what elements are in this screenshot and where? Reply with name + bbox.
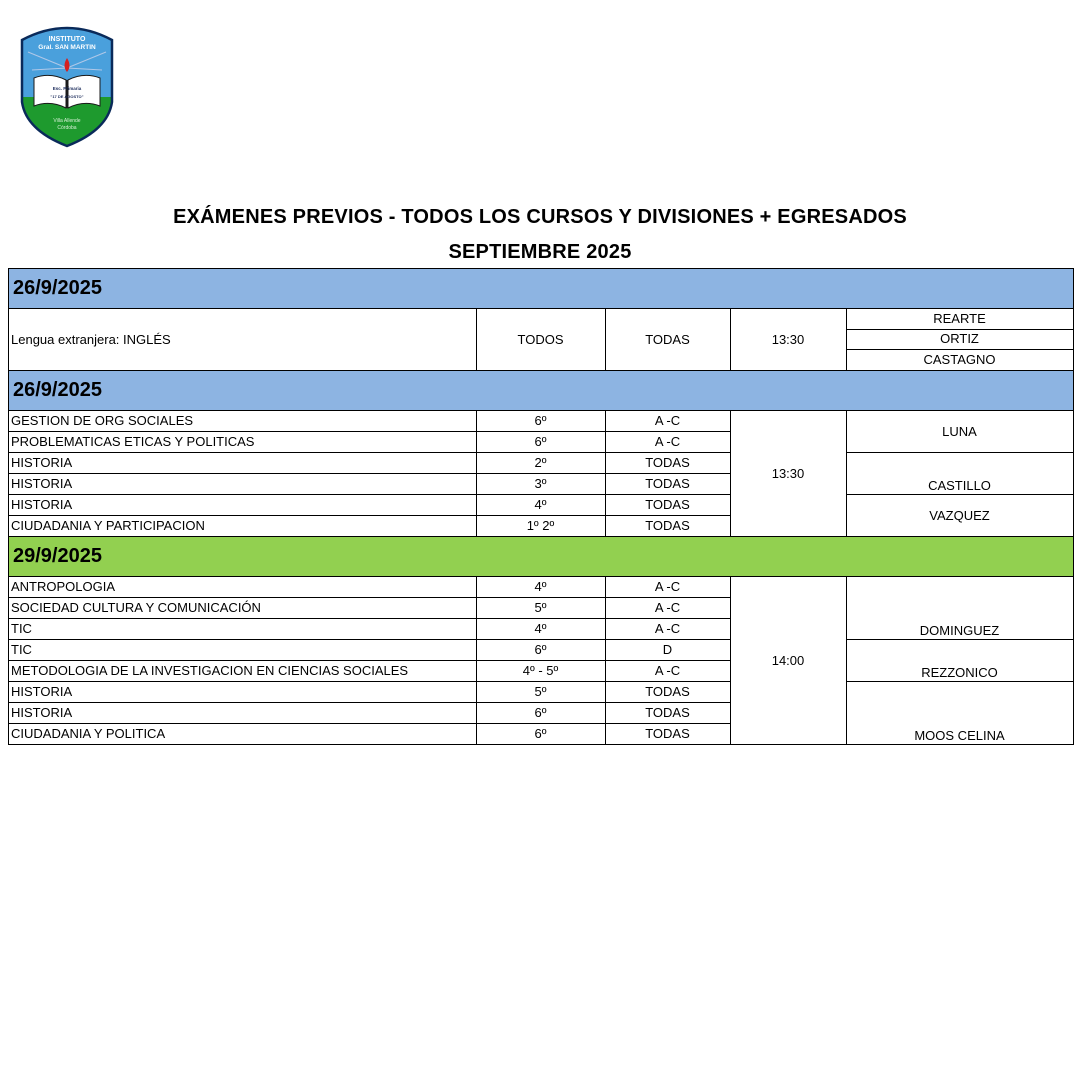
- division-cell: TODAS: [645, 476, 690, 491]
- grid-line: [8, 431, 730, 432]
- division-cell: TODAS: [645, 455, 690, 470]
- grid-line: [846, 639, 1073, 640]
- date-header: 26/9/2025: [8, 268, 1074, 309]
- grid-line: [8, 536, 730, 537]
- division-cell: A -C: [654, 413, 681, 428]
- division-cell: TODAS: [645, 705, 690, 720]
- grid-line: [846, 576, 847, 744]
- grid-line: [730, 308, 731, 370]
- teacher-cell: MOOS CELINA: [914, 728, 1005, 743]
- grid-line: [476, 410, 477, 536]
- school-crest-logo: [18, 22, 116, 148]
- subject-cell: HISTORIA: [11, 705, 73, 720]
- course-cell: 6º: [534, 413, 547, 428]
- course-cell: 6º: [534, 726, 547, 741]
- grid-line: [8, 702, 730, 703]
- page-title: EXÁMENES PREVIOS - TODOS LOS CURSOS Y DIVISIONES + EGRESADOS: [173, 206, 907, 228]
- division-cell: A -C: [654, 663, 681, 678]
- grid-line: [1073, 576, 1074, 744]
- teacher-cell: REARTE: [933, 310, 986, 326]
- date-header: 29/9/2025: [8, 536, 1074, 577]
- division-cell: TODAS: [645, 331, 690, 347]
- grid-line: [8, 515, 730, 516]
- grid-line: [8, 723, 730, 724]
- grid-line: [476, 576, 477, 744]
- logo-text-province: Córdoba: [57, 125, 77, 131]
- course-cell: 4º - 5º: [522, 663, 559, 678]
- subject-cell: METODOLOGIA DE LA INVESTIGACION EN CIENCIAS SOCIALES: [11, 663, 409, 678]
- grid-line: [605, 576, 606, 744]
- course-cell: 4º: [534, 621, 547, 636]
- logo-text-city: Villa Allende: [53, 118, 81, 124]
- grid-line: [846, 494, 1073, 495]
- grid-line: [8, 452, 730, 453]
- division-cell: A -C: [654, 434, 681, 449]
- subject-cell: SOCIEDAD CULTURA Y COMUNICACIÓN: [11, 600, 261, 615]
- time-cell: 13:30: [771, 465, 805, 481]
- course-cell: 5º: [534, 684, 547, 699]
- grid-line: [730, 410, 731, 536]
- course-cell: 6º: [534, 434, 547, 449]
- grid-line: [8, 494, 730, 495]
- teacher-cell: CASTAGNO: [923, 352, 996, 368]
- grid-line: [846, 410, 847, 536]
- division-cell: D: [662, 642, 673, 657]
- time-cell: 14:00: [771, 652, 805, 668]
- subject-cell: HISTORIA: [11, 476, 73, 491]
- grid-line: [8, 618, 730, 619]
- division-cell: TODAS: [645, 497, 690, 512]
- division-cell: A -C: [654, 600, 681, 615]
- course-cell: 4º: [534, 579, 547, 594]
- logo-text-name: Gral. SAN MARTIN: [38, 44, 96, 51]
- course-cell: 5º: [534, 600, 547, 615]
- date-header: 26/9/2025: [8, 370, 1074, 411]
- grid-line: [1073, 410, 1074, 536]
- division-cell: A -C: [654, 579, 681, 594]
- logo-text-book2: "17 DE AGOSTO": [50, 94, 84, 99]
- subject-cell: CIUDADANIA Y POLITICA: [11, 726, 166, 741]
- subject-cell: HISTORIA: [11, 455, 73, 470]
- division-cell: TODAS: [645, 518, 690, 533]
- teacher-cell: CASTILLO: [928, 478, 991, 493]
- grid-line: [846, 452, 1073, 453]
- grid-line: [8, 744, 1074, 745]
- grid-line: [8, 639, 730, 640]
- grid-line: [1073, 308, 1074, 370]
- grid-line: [730, 576, 731, 744]
- subject-cell: CIUDADANIA Y PARTICIPACION: [11, 518, 205, 533]
- grid-line: [8, 681, 730, 682]
- subject-cell: PROBLEMATICAS ETICAS Y POLITICAS: [11, 434, 255, 449]
- time-cell: 13:30: [771, 331, 805, 347]
- subject-cell: HISTORIA: [11, 497, 73, 512]
- division-cell: TODAS: [645, 726, 690, 741]
- grid-line: [846, 308, 847, 370]
- teacher-cell: ORTIZ: [940, 331, 979, 347]
- course-cell: TODOS: [517, 331, 564, 347]
- grid-line: [605, 410, 606, 536]
- grid-line: [846, 329, 1073, 330]
- course-cell: 3º: [534, 476, 547, 491]
- course-cell: 2º: [534, 455, 547, 470]
- division-cell: A -C: [654, 621, 681, 636]
- grid-line: [8, 370, 1074, 371]
- division-cell: TODAS: [645, 684, 690, 699]
- grid-line: [8, 660, 730, 661]
- page-subtitle: SEPTIEMBRE 2025: [448, 241, 632, 263]
- grid-line: [8, 744, 730, 745]
- course-cell: 4º: [534, 497, 547, 512]
- course-cell: 6º: [534, 705, 547, 720]
- subject-cell: TIC: [11, 621, 32, 636]
- teacher-cell: LUNA: [942, 423, 977, 439]
- grid-line: [8, 536, 1074, 537]
- subject-cell: TIC: [11, 642, 32, 657]
- grid-line: [605, 308, 606, 370]
- grid-line: [8, 597, 730, 598]
- grid-line: [8, 308, 9, 370]
- grid-line: [476, 308, 477, 370]
- logo-text-book1: Esc. Primaria: [52, 86, 82, 91]
- grid-line: [846, 349, 1073, 350]
- teacher-cell: REZZONICO: [921, 665, 998, 680]
- subject-cell: GESTION DE ORG SOCIALES: [11, 413, 194, 428]
- grid-line: [846, 681, 1073, 682]
- teacher-cell: VAZQUEZ: [929, 507, 990, 523]
- course-cell: 6º: [534, 642, 547, 657]
- grid-line: [8, 576, 9, 744]
- grid-line: [8, 473, 730, 474]
- subject-cell: ANTROPOLOGIA: [11, 579, 116, 594]
- course-cell: 1º 2º: [526, 518, 555, 533]
- logo-text-institute: INSTITUTO: [48, 36, 86, 43]
- teacher-cell: DOMINGUEZ: [919, 623, 1000, 638]
- grid-line: [8, 410, 9, 536]
- subject-cell: Lengua extranjera: INGLÉS: [11, 331, 171, 347]
- subject-cell: HISTORIA: [11, 684, 73, 699]
